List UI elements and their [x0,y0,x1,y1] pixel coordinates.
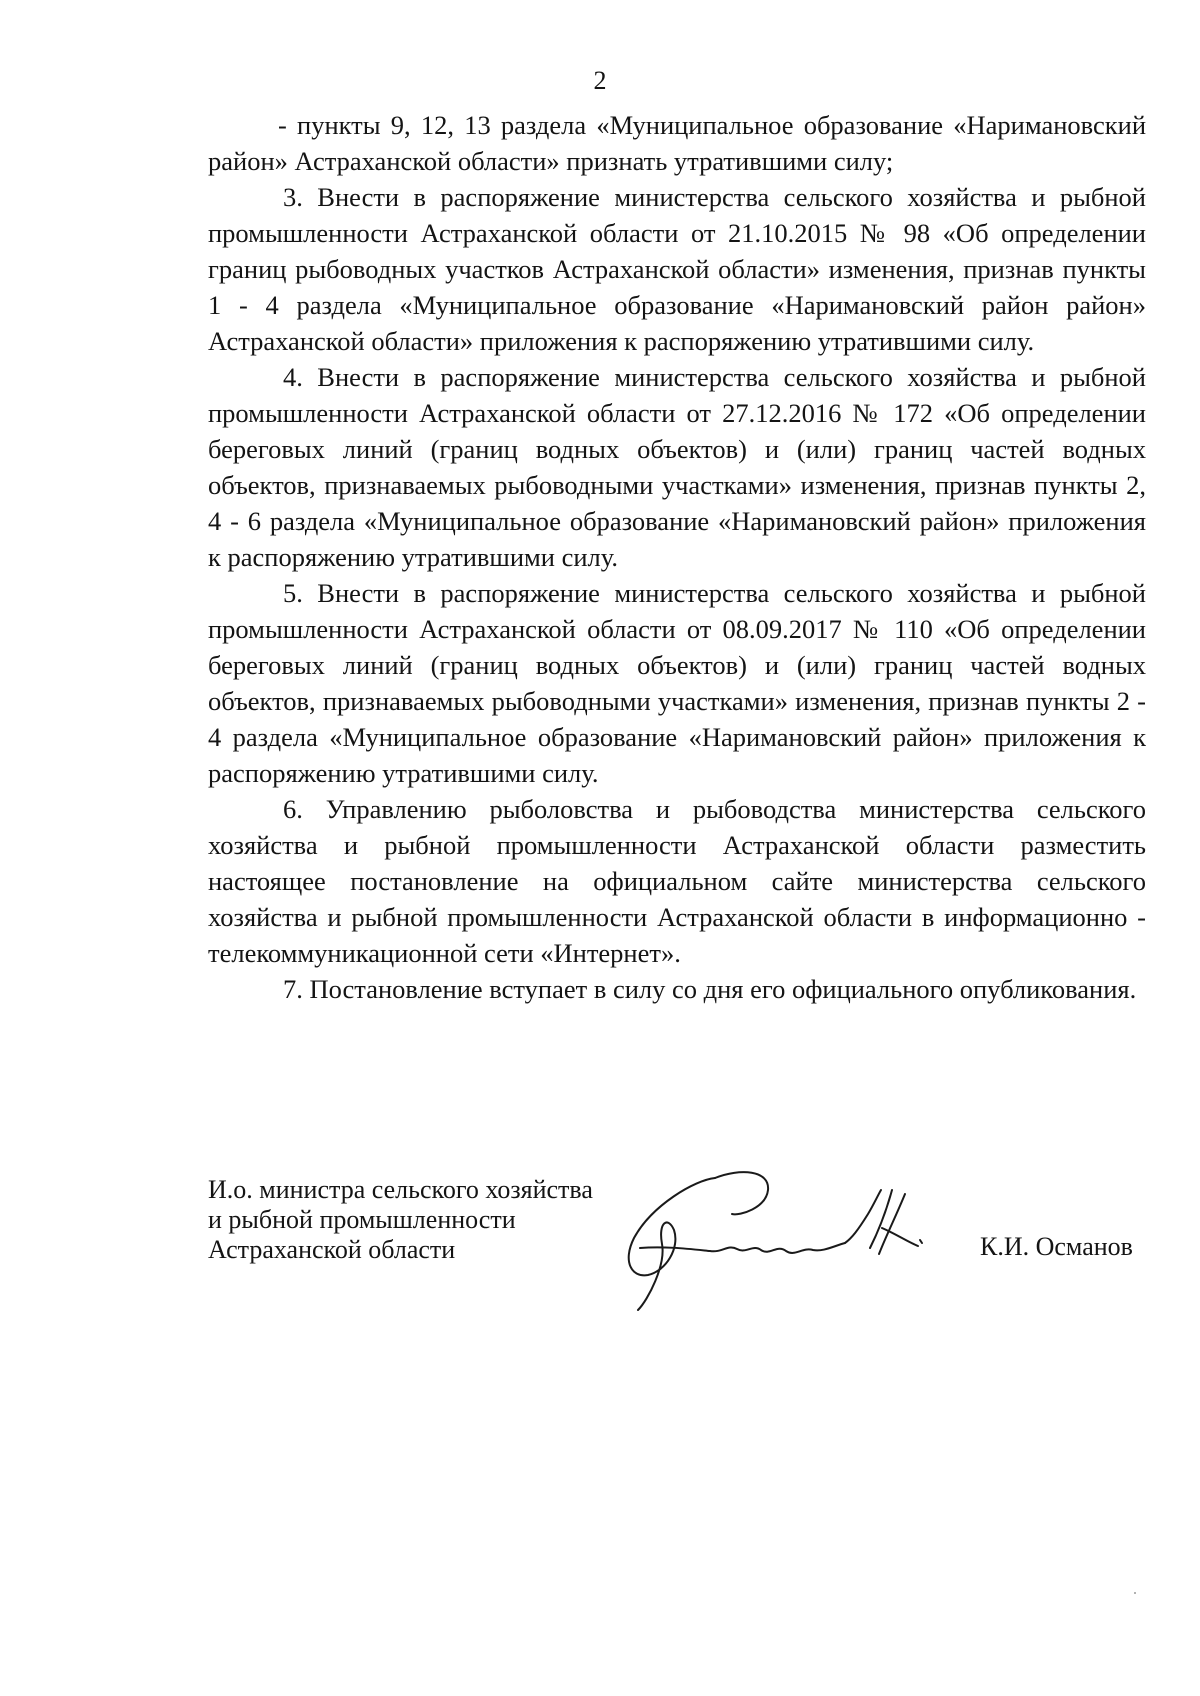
signatory-position-line: и рыбной промышленности [208,1205,516,1234]
paragraph-item-5: 5. Внести в распоряжение министерства сельского хозяйства и рыбной промышленности Астраханской области от 08.09.2017 № 110 «Об определении береговых линий (границ водных объектов) и (или) границ частей водных объектов, признаваемых рыбоводными участками» изменения, признав пункты 2 - 4 раздела «Муниципальное образование «Наримановский район» приложения к распоряжению утратившими силу. [208,578,1146,788]
signatory-position [208,1175,593,1265]
paragraph-item-3: 3. Внести в распоряжение министерства сельского хозяйства и рыбной промышленности Астраханской области от 21.10.2015 № 98 «Об определении границ рыбоводных участков Астраханской области» изменения, признав пункты 1 - 4 раздела «Муниципальное образование «Наримановский район район» Астраханской области» приложения к распоряжению утратившими силу. [208,182,1146,356]
scan-speck [1134,1592,1136,1594]
handwritten-signature [620,1150,950,1320]
signatory-position-line: Астраханской области [208,1235,456,1264]
page-number: 2 [593,66,607,95]
paragraph-item-4: 4. Внести в распоряжение министерства сельского хозяйства и рыбной промышленности Астраханской области от 27.12.2016 № 172 «Об определении береговых линий (границ водных объектов) и (или) границ частей водных объектов, признаваемых рыбоводными участками» изменения, признав пункты 2, 4 - 6 раздела «Муниципальное образование «Наримановский район» приложения к распоряжению утратившими силу. [208,362,1146,572]
document-body [208,107,1146,1007]
paragraph-item-6: 6. Управлению рыболовства и рыбоводства министерства сельского хозяйства и рыбной промышленности Астраханской области разместить настоящее постановление на официальном сайте министерства сельского хозяйства и рыбной промышленности Астраханской области в информационно - телекоммуникационной сети «Интернет». [208,794,1146,968]
paragraph-item-7: 7. Постановление вступает в силу со дня его официального опубликования. [283,974,1137,1004]
signatory-position-line: И.о. министра сельского хозяйства [208,1175,593,1204]
signer-name: К.И. Османов [980,1232,1133,1261]
paragraph-item-continuation: - пункты 9, 12, 13 раздела «Муниципальное образование «Наримановский район» Астраханской области» признать утратившими силу; [208,110,1146,176]
